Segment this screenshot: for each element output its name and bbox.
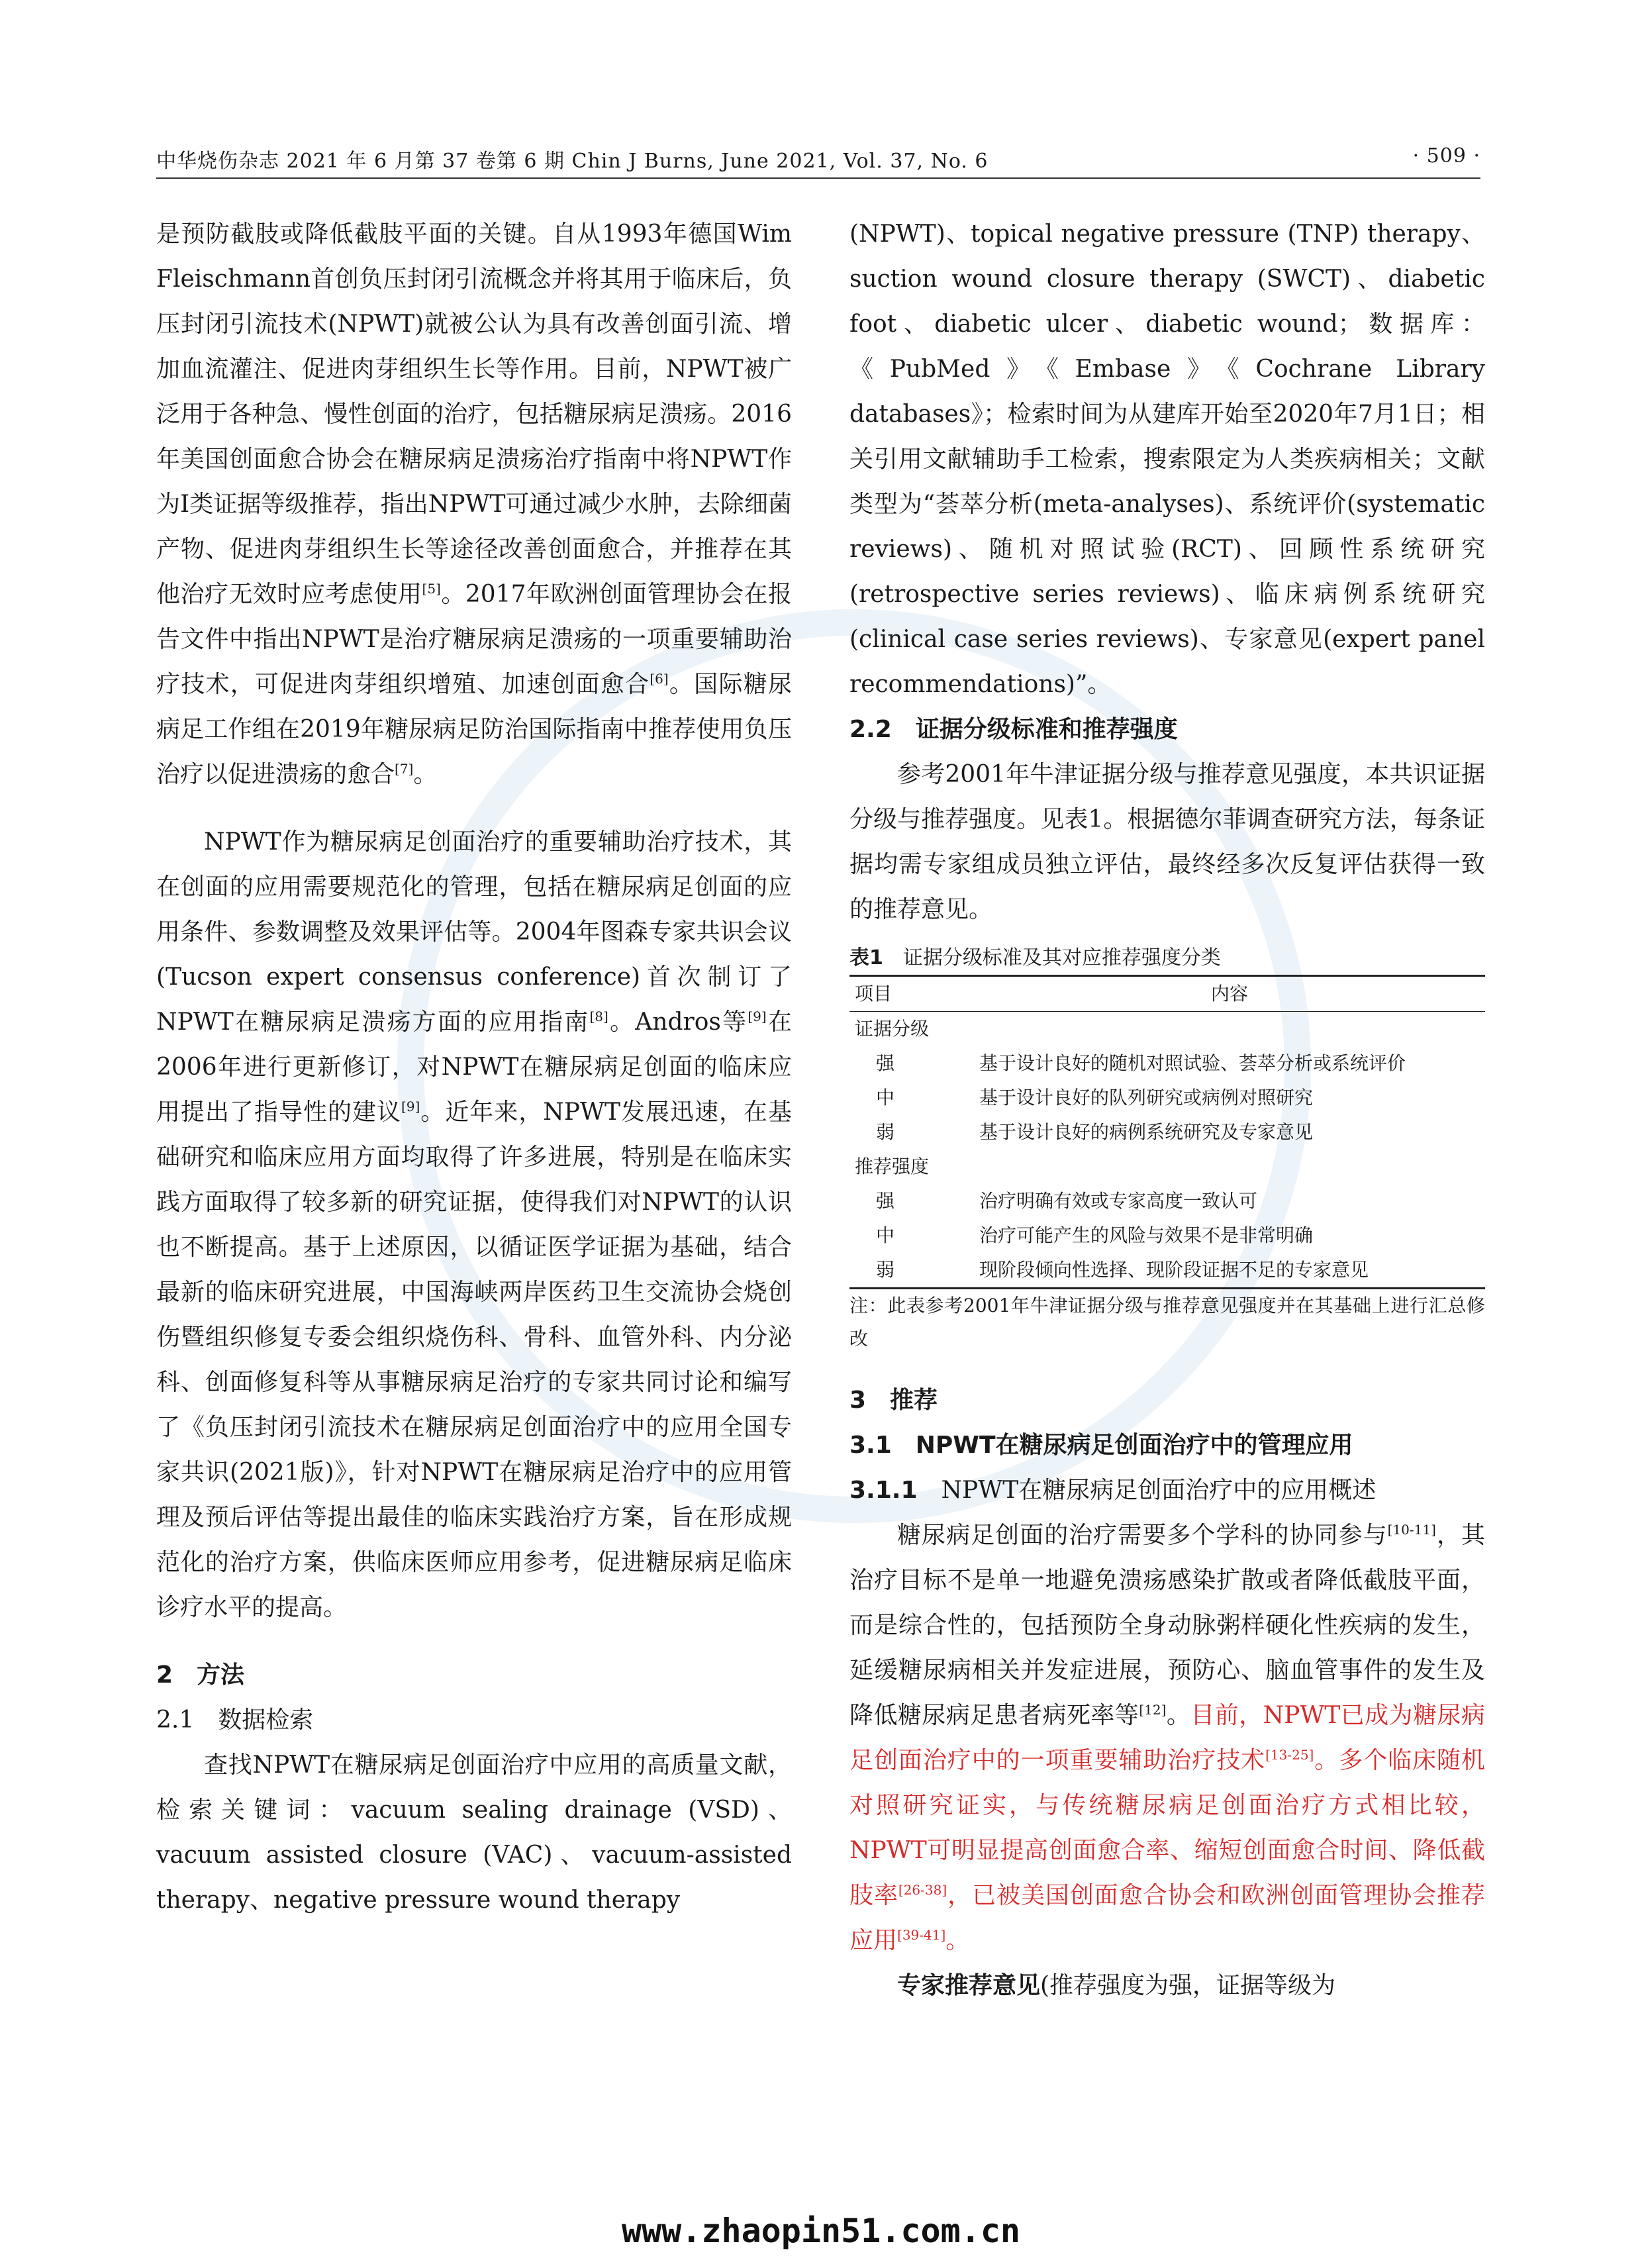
paragraph-evidence-grading: 参考2001年牛津证据分级与推荐意见强度，本共识证据分级与推荐强度。见表1。根据德尔菲调查研究方法，每条证据均需专家组成员独立评估，最终经多次反复评估获得一致的推荐意见。 [849,761,1485,923]
running-header [156,144,1480,177]
table-header-item: 项目 [849,976,974,1012]
subsection-heading-data-search: 2.1 数据检索 [156,1706,314,1734]
table-row: 弱 现阶段倾向性选择、现阶段证据不足的专家意见 [849,1253,1485,1289]
page-number: · 509 · [1412,144,1480,168]
citation-ref: [9] [401,1099,420,1114]
table-row: 中 治疗可能产生的风险与效果不是非常明确 [876,1224,1314,1246]
citation-ref: [8] [589,1009,608,1024]
citation-ref: [9] [748,1009,767,1024]
citation-ref: [12] [1139,1702,1167,1718]
table-row: 强 治疗明确有效或专家高度一致认可 [876,1190,1258,1212]
paragraph-overview: 糖尿病足创面的治疗需要多个学科的协同参与[10-11]，其治疗目标不是单一地避免溃疡感染扩散或者降低截肢平面，而是综合性的，包括预防全身动脉粥样硬化性疾病的发生，延缓糖尿病相关并发症进展，预防心、脑血管事件的发生及降低糖尿病足患者病死率等[12]。目前，NPWT已成为糖尿病足创面治疗中的一项重要辅助治疗技术[13-25]。多个临床随机对照研究证实，与传统糖尿病足创面治疗方式相比较，NPWT可明显提高创面愈合率、缩短创面愈合时间、降低截肢率[26-38]，已被美国创面愈合协会和欧洲创面管理协会推荐应用[39-41]。 [849,1522,1485,1954]
table-caption: 表1 证据分级标准及其对应推荐强度分类 [849,946,1221,969]
citation-ref: [10-11] [1387,1522,1436,1538]
paragraph-search-keywords: 查找NPWT在糖尿病足创面治疗中应用的高质量文献，检索关键词：vacuum sealing drainage (VSD)、vacuum assisted closure (VAC)、vacuum-assisted therapy、negative pressure wound therapy [156,1751,792,1914]
subsection-heading-management: 3.1 NPWT在糖尿病足创面治疗中的管理应用 [849,1432,1353,1459]
citation-ref: [6] [650,671,669,687]
highlighted-text: 目前，NPWT已成为糖尿病足创面治疗中的一项重要辅助治疗技术[13-25]。多个临床随机对照研究证实，与传统糖尿病足创面治疗方式相比较，NPWT可明显提高创面愈合率、缩短创面愈合时间、降低截肢率[26-38]，已被美国创面愈合协会和欧洲创面管理协会推荐应用[39-41]。 [849,1702,1485,1954]
header-rule [156,177,1480,179]
journal-citation: 中华烧伤杂志 2021 年 6 月第 37 卷第 6 期 Chin J Burns, June 2021, Vol. 37, No. 6 [156,150,989,173]
table-row: 强 基于设计良好的随机对照试验、荟萃分析或系统评价 [876,1052,1406,1074]
footer-watermark-url: www.zhaopin51.com.cn [621,2212,1021,2250]
table-group-label: 证据分级 [855,1018,930,1040]
section-heading-methods: 2 方法 [156,1661,245,1689]
citation-ref: [5] [422,581,441,597]
table-header-content: 内容 [974,976,1485,1012]
paragraph-intro-continued: 是预防截肢或降低截肢平面的关键。自从1993年德国Wim Fleischmann首创负压封闭引流概念并将其用于临床后，负压封闭引流技术(NPWT)就被公认为具有改善创面引流、增加血流灌注、促进肉芽组织生长等作用。目前，NPWT被广泛用于各种急、慢性创面的治疗，包括糖尿病足溃疡。2016年美国创面愈合协会在糖尿病足溃疡治疗指南中将NPWT作为Ⅰ类证据等级推荐，指出NPWT可通过减少水肿，去除细菌产物、促进肉芽组织生长等途径改善创面愈合，并推荐在其他治疗无效时应考虑使用[5]。2017年欧洲创面管理协会在报告文件中指出NPWT是治疗糖尿病足溃疡的一项重要辅助治疗技术，可促进肉芽组织增殖、加速创面愈合[6]。国际糖尿病足工作组在2019年糖尿病足防治国际指南中推荐使用负压治疗以促进溃疡的愈合[7]。 [156,221,792,788]
paragraph-search-continued: (NPWT)、topical negative pressure (TNP) therapy、suction wound closure therapy (SWCT)、diabetic foot、diabetic ulcer、diabetic wound；数据库：《PubMed》《Embase》《Cochrane Library databases》；检索时间为从建库开始至2020年7月1日；相关引用文献辅助手工检索，搜索限定为人类疾病相关；文献类型为“荟萃分析(meta-analyses)、系统评价(systematic reviews)、随机对照试验(RCT)、回顾性系统研究(retrospective series reviews)、临床病例系统研究(clinical case series reviews)、专家意见(expert panel recommendations)”。 [849,221,1485,698]
paragraph-npwt-background: NPWT作为糖尿病足创面治疗的重要辅助治疗技术，其在创面的应用需要规范化的管理，包括在糖尿病足创面的应用条件、参数调整及效果评估等。2004年图森专家共识会议(Tucson expert consensus conference)首次制订了NPWT在糖尿病足溃疡方面的应用指南[8]。Andros等[9]在2006年进行更新修订，对NPWT在糖尿病足创面的临床应用提出了指导性的建议[9]。近年来，NPWT发展迅速，在基础研究和临床应用方面均取得了许多进展，特别是在临床实践方面取得了较多新的研究证据，使得我们对NPWT的认识也不断提高。基于上述原因，以循证医学证据为基础，结合最新的临床研究进展，中国海峡两岸医药卫生交流协会烧创伤暨组织修复专委会组织烧伤科、骨科、血管外科、内分泌科、创面修复科等从事糖尿病足治疗的专家共同讨论和编写了《负压封闭引流技术在糖尿病足创面治疗中的应用全国专家共识(2021版)》，针对NPWT在糖尿病足治疗中的应用管理及预后评估等提出最佳的临床实践治疗方案，旨在形成规范化的治疗方案，供临床医师应用参考，促进糖尿病足临床诊疗水平的提高。 [156,828,792,1621]
table-evidence-grading [849,942,1485,1356]
section-heading-recommendations: 3 推荐 [849,1387,938,1414]
table-note: 注：此表参考2001年牛津证据分级与推荐意见强度并在其基础上进行汇总修改 [849,1295,1485,1350]
table-group-label: 推荐强度 [855,1156,930,1177]
table-row: 中 基于设计良好的队列研究或病例对照研究 [876,1087,1314,1109]
left-column [156,212,792,1923]
table-row: 弱 基于设计良好的病例系统研究及专家意见 [876,1121,1314,1143]
right-column [849,212,1485,2008]
paragraph-expert-recommendation: 专家推荐意见(推荐强度为强，证据等级为 [897,1972,1336,1999]
citation-ref: [7] [395,761,414,777]
subsubsection-heading-overview: 3.1.1 NPWT在糖尿病足创面治疗中的应用概述 [849,1477,1376,1504]
subsection-heading-evidence-grading: 2.2 证据分级标准和推荐强度 [849,716,1178,743]
